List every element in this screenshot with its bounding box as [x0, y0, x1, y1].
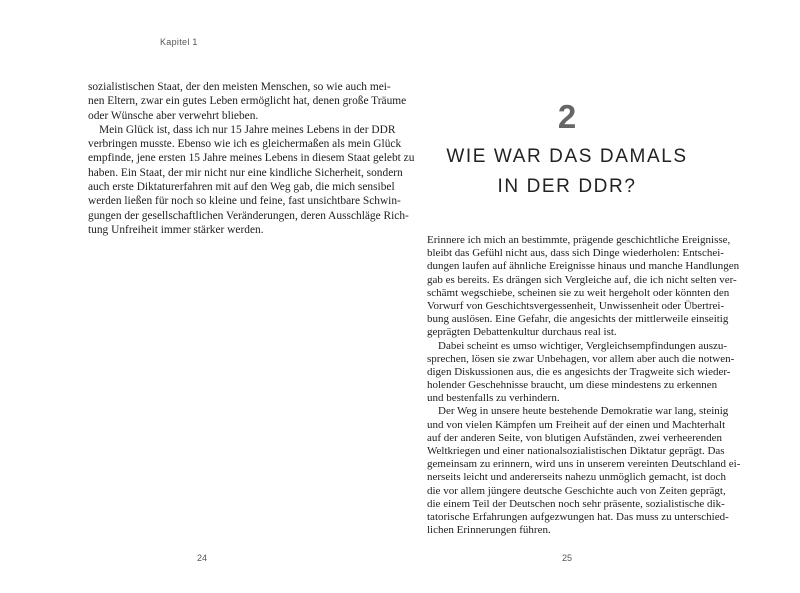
chapter-title-line: IN DER DDR? [497, 176, 637, 197]
paragraph [88, 123, 415, 237]
body-text [88, 80, 415, 237]
text-line: empfinde, jene ersten 15 Jahre meines Lebens in diesem Staat gelebt zu [88, 152, 415, 165]
running-head: Kapitel 1 [160, 37, 198, 47]
text-line: die vor allem jüngere deutsche Geschichte auch von Zeiten geprägt, [427, 484, 726, 497]
text-line: gab es bereits. Es drängen sich Vergleiche auf, die ich nicht selten ver- [427, 273, 737, 286]
page-number: 25 [562, 553, 573, 563]
paragraph [427, 405, 741, 537]
text-line: schämt wegschiebe, scheinen sie zu weit hergeholt oder könnten den [427, 286, 730, 299]
text-line: und bestenfalls zu verhindern. [427, 392, 560, 405]
text-line: oder Wünsche aber verwehrt blieben. [88, 109, 259, 122]
text-line: geprägten Debattenkultur durchaus real ist. [427, 326, 617, 339]
text-line: auf der anderen Seite, von blutigen Aufständen, zwei verheerenden [427, 431, 723, 444]
text-line: holender Geschehnisse braucht, um diese mindestens zu erkennen [427, 379, 718, 392]
body-text [427, 234, 741, 537]
right-page [400, 0, 800, 593]
text-line: die einem Teil der Deutschen noch sehr präsente, sozialistische dik- [427, 497, 725, 510]
text-line: nerseits leicht und andererseits nahezu unmöglich gemacht, ist doch [427, 471, 727, 484]
page-number: 24 [197, 553, 208, 563]
text-line: lichen Erinnerungen führen. [427, 524, 551, 537]
text-line: tung Unfreiheit immer stärker werden. [88, 223, 264, 236]
paragraph [427, 234, 740, 340]
text-line: verbringen musste. Ebenso wie ich es gleichermaßen als mein Glück [88, 138, 402, 151]
chapter-title [400, 142, 734, 202]
text-line: nen Eltern, zwar ein gutes Leben ermöglicht hat, denen große Träume [88, 95, 407, 108]
text-line: bleibt das Gefühl nicht aus, dass sich Dinge wiederholen: Entschei- [427, 247, 724, 260]
text-line: Mein Glück ist, dass ich nur 15 Jahre meines Lebens in der DDR [99, 123, 396, 136]
text-line: Der Weg in unsere heute bestehende Demokratie war lang, steinig [438, 405, 729, 418]
text-line: Erinnere ich mich an bestimmte, prägende geschichtliche Ereignisse, [427, 234, 731, 246]
text-line: haben. Ein Staat, der mir nicht nur eine kindliche Sicherheit, sondern [88, 166, 403, 179]
text-line: sozialistischen Staat, der den meisten Menschen, so wie auch mei- [88, 81, 391, 93]
text-line: gungen der gesellschaftlichen Veränderungen, deren Ausschläge Rich- [88, 209, 409, 222]
text-line: gemeinsam zu erinnern, wird uns in unserem vereinten Deutschland ei- [427, 458, 741, 471]
text-line: und von vielen Kämpfen um Freiheit auf der einen und Machterhalt [427, 418, 726, 431]
paragraph [427, 339, 735, 406]
chapter-number: 2 [557, 98, 577, 135]
text-line: auch erste Diktaturerfahren mit auf den Weg gab, die mich sensibel [88, 181, 395, 194]
text-line: Weltkriegen und einer nationalsozialistischen Diktatur geprägt. Das [427, 445, 725, 457]
text-line: sprechen, lösen sie zwar Unbehagen, vor allem aber auch die notwen- [427, 352, 735, 365]
text-line: Dabei scheint es umso wichtiger, Vergleichsempfindungen auszu- [438, 339, 728, 352]
text-line: werden ließen für noch so kleine und feine, fast unsichtbare Schwin- [88, 195, 401, 208]
chapter-title-line: WIE WAR DAS DAMALS [446, 146, 688, 167]
text-line: tatorische Erfahrungen aufgezwungen hat. Das muss zu unterschied- [427, 510, 729, 523]
text-line: dungen laufen auf ähnliche Ereignisse hinaus und manche Handlungen [427, 260, 740, 273]
text-line: digen Diskussionen aus, die es angesichts der Tragweite sich wieder- [427, 365, 731, 378]
text-line: Vorwurf von Geschichtsvergessenheit, Unwissenheit oder Übertrei- [427, 299, 725, 312]
paragraph [88, 80, 407, 123]
text-line: bung auslösen. Eine Gefahr, die angesichts der mittlerweile einseitig [427, 313, 729, 326]
